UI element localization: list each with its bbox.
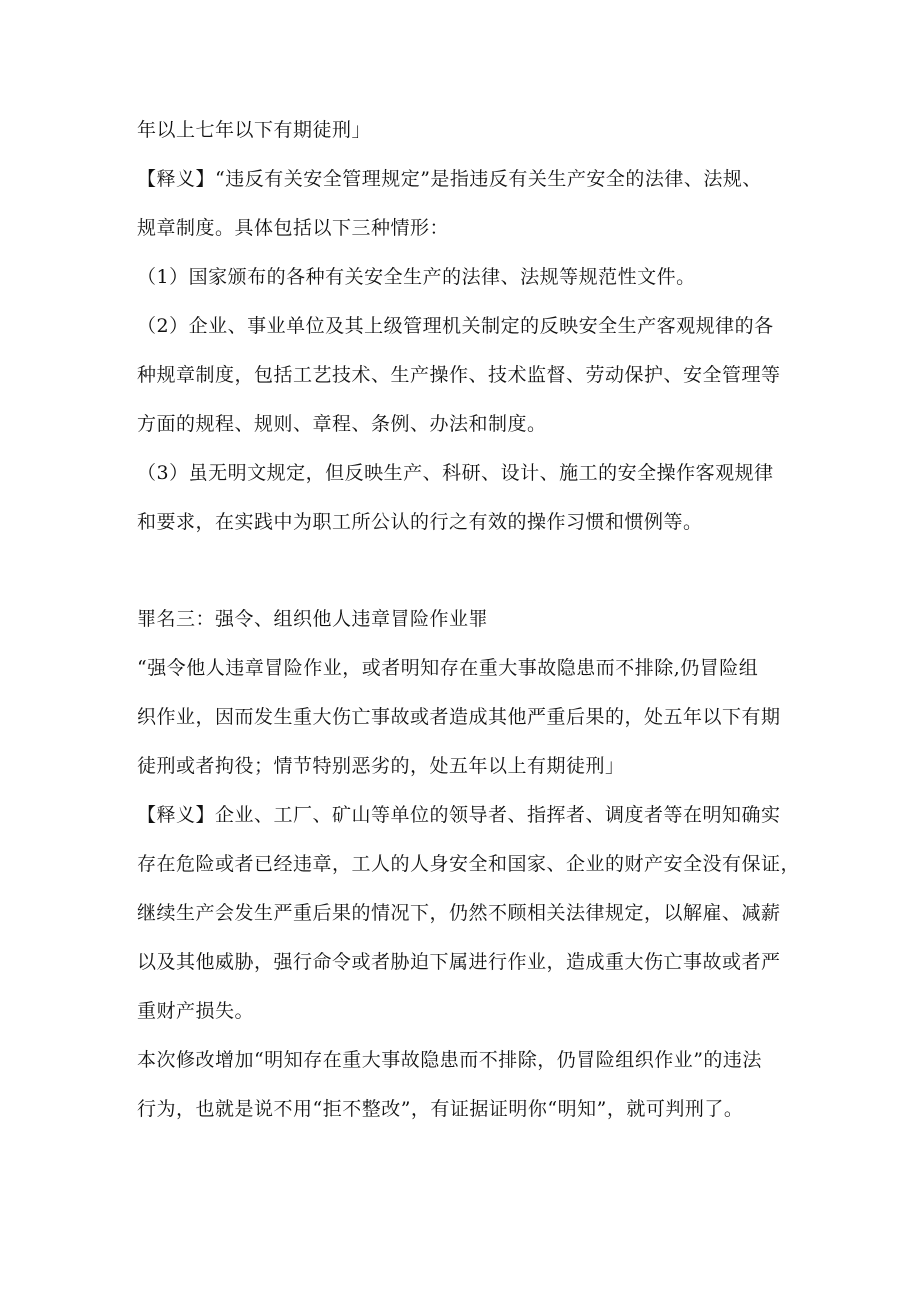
text-line-item-3a: （3）虽无明文规定，但反映生产、科研、设计、施工的安全操作客观规律: [137, 462, 774, 484]
text-line-item-2b: 种规章制度，包括工艺技术、生产操作、技术监督、劳动保护、安全管理等: [137, 364, 781, 386]
text-line-explanation-2: 规章制度。具体包括以下三种情形：: [137, 217, 450, 239]
text-line-item-2a: （2）企业、事业单位及其上级管理机关制定的反映安全生产客观规律的各: [137, 315, 774, 337]
text-line-interpretation-4: 以及其他威胁，强行命令或者胁迫下属进行作业，造成重大伤亡事故或者严: [137, 951, 781, 973]
text-line-explanation-1: 【释义】“违反有关安全管理规定”是指违反有关生产安全的法律、法规、: [137, 168, 762, 190]
text-line-amendment-2: 行为，也就是说不用“拒不整改”，有证据证明你“明知”，就可判刑了。: [137, 1098, 744, 1120]
section-heading-crime-3: 罪名三：强令、组织他人违章冒险作业罪: [137, 608, 489, 630]
text-line-item-3b: 和要求，在实践中为职工所公认的行之有效的操作习惯和惯例等。: [137, 511, 703, 533]
text-line-statute-1: “强令他人违章冒险作业，或者明知存在重大事故隐患而不排除,仍冒险组: [137, 657, 759, 679]
text-line-statute-3: 徒刑或者拘役；情节特别恶劣的，处五年以上有期徒刑」: [137, 755, 625, 777]
text-line-interpretation-3: 继续生产会发生严重后果的情况下，仍然不顾相关法律规定，以解雇、减薪: [137, 902, 781, 924]
text-line-interpretation-5: 重财产损失。: [137, 1000, 255, 1022]
text-line-continuation: 年以上七年以下有期徒刑」: [137, 119, 372, 141]
text-line-interpretation-1: 【释义】企业、工厂、矿山等单位的领导者、指挥者、调度者等在明知确实: [137, 804, 781, 826]
text-line-item-1: （1）国家颁布的各种有关安全生产的法律、法规等规范性文件。: [137, 266, 696, 288]
text-line-item-2c: 方面的规程、规则、章程、条例、办法和制度。: [137, 413, 547, 435]
text-line-interpretation-2: 存在危险或者已经违章，工人的人身安全和国家、企业的财产安全没有保证，: [137, 853, 801, 875]
text-line-statute-2: 织作业，因而发生重大伤亡事故或者造成其他严重后果的，处五年以下有期: [137, 706, 781, 728]
text-line-amendment-1: 本次修改增加“明知存在重大事故隐患而不排除，仍冒险组织作业”的违法: [137, 1049, 762, 1071]
